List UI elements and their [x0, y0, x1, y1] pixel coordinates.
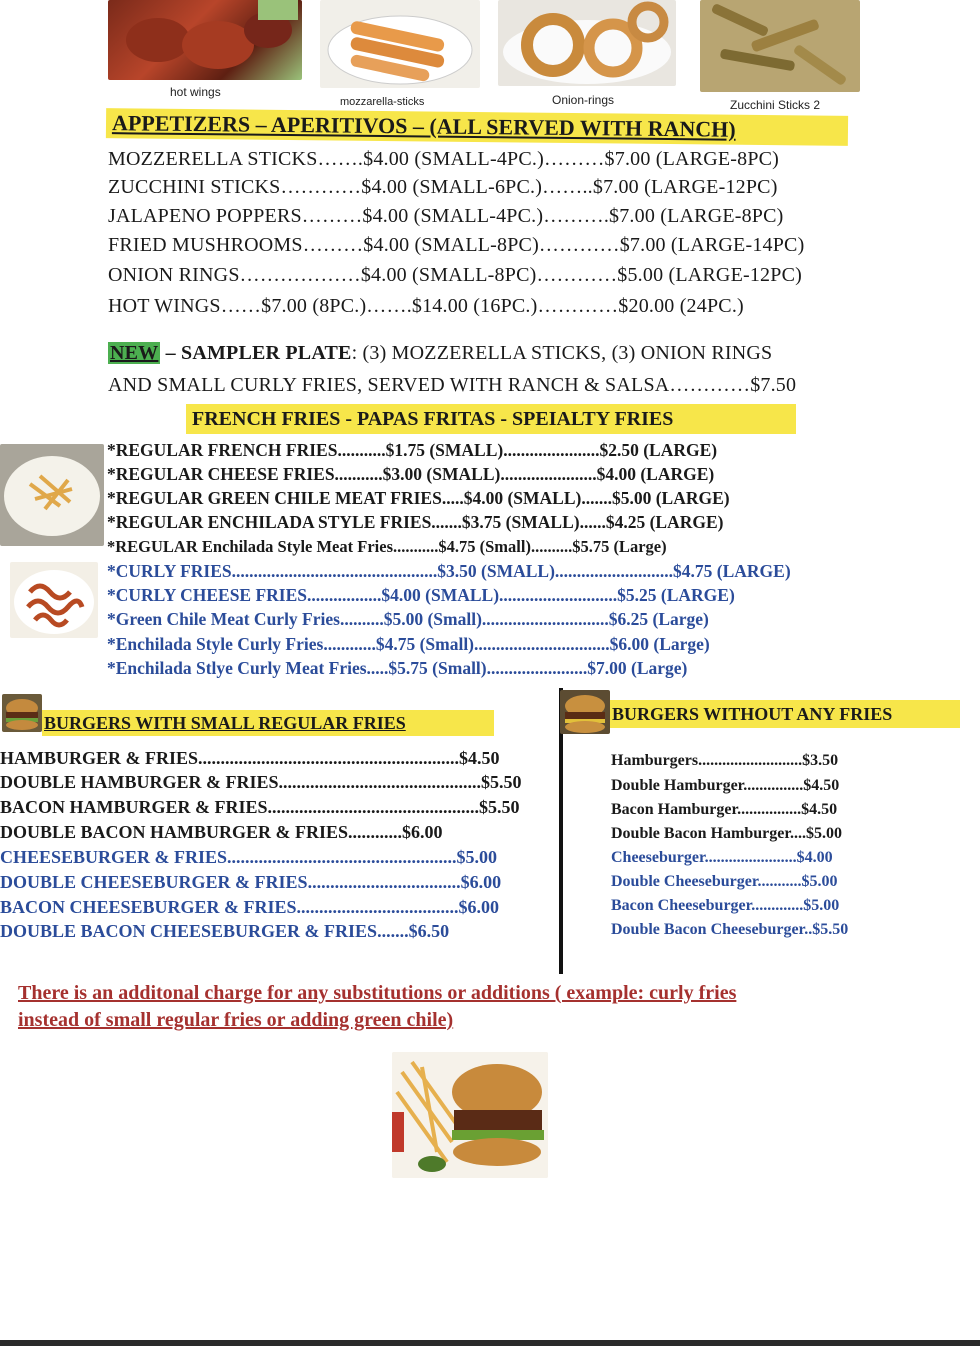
- curly-fries-item: *Enchilada Style Curly Fries............$4.75 (Small)...............................$6.00 (Large): [107, 634, 710, 654]
- mozzarella-sticks-photo: [320, 0, 480, 88]
- sampler-plate-line: [108, 342, 772, 365]
- burger-icon: [560, 690, 610, 734]
- hot-wings-photo: [108, 0, 302, 80]
- curly-fries-item: *CURLY CHEESE FRIES.................$4.00 (SMALL)...........................$5.25 (LARGE): [107, 585, 735, 605]
- mozzarella-sticks-image: [320, 0, 480, 88]
- appetizers-heading-text: APPETIZERS – APERITIVOS – (ALL SERVED WITH RANCH): [111, 110, 736, 142]
- page-bottom-edge: [0, 1340, 980, 1346]
- curly-fries-item: *CURLY FRIES...............................................$3.50 (SMALL)...........................$4.75 (LARGE): [107, 561, 791, 581]
- curly-fries-item: *Enchilada Stlye Curly Meat Fries.....$5.75 (Small).......................$7.00 (Large): [107, 658, 688, 678]
- appetizers-heading: [106, 108, 848, 146]
- fries-item: *REGULAR CHEESE FRIES...........$3.00 (SMALL)......................$4.00 (LARGE): [107, 464, 715, 484]
- fries-heading: [186, 404, 796, 434]
- photo-caption: hot wings: [170, 85, 221, 99]
- burger-item: Hamburgers..........................$3.50: [611, 752, 839, 769]
- substitution-note-line2: instead of small regular fries or adding green chile): [18, 1009, 454, 1031]
- fries-item: *REGULAR FRENCH FRIES...........$1.75 (SMALL)......................$2.50 (LARGE): [107, 440, 718, 460]
- burger-item: Bacon Cheeseburger.............$5.00: [611, 897, 840, 914]
- burger-with-fries-item: DOUBLE BACON HAMBURGER & FRIES............$6.00: [0, 822, 443, 842]
- burger-item: Cheeseburger.......................$4.00: [611, 849, 833, 866]
- photo-caption: Zucchini Sticks 2: [730, 98, 821, 112]
- burger-with-fries-item: BACON HAMBURGER & FRIES...............................................$5.50: [0, 797, 520, 817]
- burger-and-fries-photo: [392, 1052, 548, 1178]
- burger-with-fries-item: HAMBURGER & FRIES..........................................................$4.50: [0, 748, 500, 768]
- burgers-with-fries-heading: [42, 710, 494, 736]
- burgers-with-fries-heading-text: BURGERS WITH SMALL REGULAR FRIES: [44, 713, 406, 733]
- onion-rings-image: [498, 0, 676, 86]
- hot-wings-image: [108, 0, 302, 80]
- curly-fries-item: *Green Chile Meat Curly Fries..........$5.00 (Small).............................$6.25 (Large): [107, 609, 709, 629]
- substitution-note-line1: There is an additonal charge for any substitutions or additions ( example: curly fries: [18, 982, 737, 1004]
- burger-item: Bacon Hamburger................$4.50: [611, 801, 838, 818]
- french-fries-photo: [0, 444, 104, 546]
- zucchini-sticks-image: [700, 0, 860, 92]
- appetizer-item: FRIED MUSHROOMS………$4.00 (SMALL-8PC)…………$7.00 (LARGE-14PC): [108, 234, 805, 256]
- zucchini-sticks-photo: [700, 0, 860, 92]
- sampler-plate-desc: : (3) MOZZERELLA STICKS, (3) ONION RINGS: [351, 342, 773, 364]
- burger-with-fries-item: DOUBLE BACON CHEESEBURGER & FRIES.......$6.50: [0, 921, 450, 941]
- burger-with-fries-item: DOUBLE HAMBURGER & FRIES.............................................$5.50: [0, 772, 522, 792]
- curly-fries-image: [10, 562, 98, 638]
- appetizer-item: ZUCCHINI STICKS…………$4.00 (SMALL-6PC.)……..$7.00 (LARGE-12PC): [108, 176, 778, 198]
- burger-icon: [2, 694, 42, 732]
- burger-with-fries-item: CHEESEBURGER & FRIES...................................................$5.00: [0, 847, 498, 867]
- burger-item: Double Bacon Cheeseburger..$5.50: [611, 921, 849, 938]
- onion-rings-photo: [498, 0, 676, 86]
- burgers-without-fries-heading-text: BURGERS WITHOUT ANY FRIES: [612, 704, 893, 724]
- appetizer-item: HOT WINGS……$7.00 (8PC.)…….$14.00 (16PC.)…………$20.00 (24PC.): [108, 295, 744, 317]
- burger-item: Double Hamburger...............$4.50: [611, 777, 840, 794]
- burger-item: Double Cheeseburger...........$5.00: [611, 873, 838, 890]
- new-badge: NEW: [110, 342, 159, 364]
- appetizer-item: ONION RINGS………………$4.00 (SMALL-8PC)…………$5.00 (LARGE-12PC): [108, 264, 802, 286]
- fries-item: *REGULAR Enchilada Style Meat Fries...........$4.75 (Small)..........$5.75 (Large): [107, 537, 667, 556]
- sampler-plate-line2: AND SMALL CURLY FRIES, SERVED WITH RANCH & SALSA…………$7.50: [108, 374, 797, 396]
- sampler-plate-label: – SAMPLER PLATE: [160, 342, 352, 364]
- burger-and-fries-image: [392, 1052, 548, 1178]
- appetizer-item: MOZZERELLA STICKS…….$4.00 (SMALL-4PC.)………$7.00 (LARGE-8PC): [108, 148, 780, 170]
- burger-with-fries-item: DOUBLE CHEESEBURGER & FRIES..................................$6.00: [0, 872, 502, 892]
- photo-caption: mozzarella-sticks: [340, 96, 425, 108]
- fries-heading-text: FRENCH FRIES - PAPAS FRITAS - SPEIALTY FRIES: [192, 408, 674, 430]
- french-fries-image: [0, 444, 104, 546]
- fries-item: *REGULAR GREEN CHILE MEAT FRIES.....$4.00 (SMALL).......$5.00 (LARGE): [107, 488, 730, 508]
- burger-with-fries-item: BACON CHEESEBURGER & FRIES....................................$6.00: [0, 897, 500, 917]
- appetizer-item: JALAPENO POPPERS………$4.00 (SMALL-4PC.)……….$7.00 (LARGE-8PC): [108, 205, 784, 227]
- fries-item: *REGULAR ENCHILADA STYLE FRIES.......$3.75 (SMALL)......$4.25 (LARGE): [107, 512, 724, 532]
- burger-item: Double Bacon Hamburger....$5.00: [611, 825, 842, 842]
- curly-fries-photo: [10, 562, 98, 638]
- photo-caption: Onion-rings: [552, 93, 615, 107]
- burgers-without-fries-heading: [610, 700, 960, 728]
